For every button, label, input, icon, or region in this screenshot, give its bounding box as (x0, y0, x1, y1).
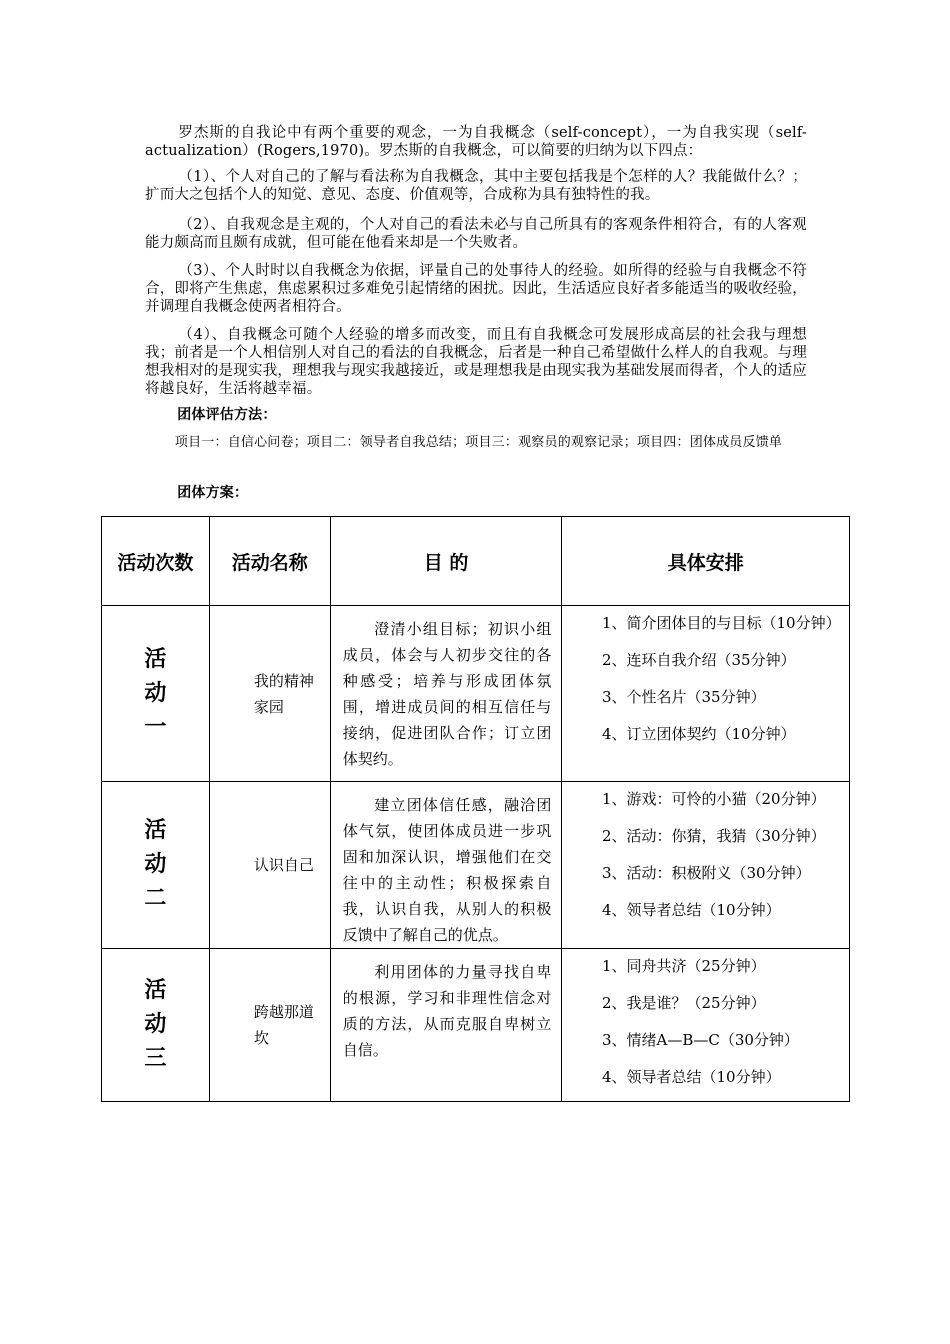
purpose-text: 利用团体的力量寻找自卑的根源，学习和非理性信念对质的方法，从而克服自卑树立自信。 (342, 963, 552, 1059)
purpose-cell (330, 782, 562, 949)
evaluation-body (145, 434, 807, 452)
plan-table (101, 516, 850, 1102)
purpose-text: 澄清小组目标；初识小组成员，体会与人初步交往的各种感受；培养与形成团体氛围，增进成员间的相互信任与接纳，促进团队合作；订立团体契约。 (342, 620, 552, 768)
arrangement-item: 1、游戏：可怜的小猫（20分钟） (601, 790, 826, 808)
paragraph-point-4: （4）、自我概念可随个人经验的增多而改变，而且有自我概念可发展形成高层的社会我与理想我；前者是一个人相信别人对自己的看法的自我概念，后者是一种自己希望做什么样人的自我观。与理想我相对的是现实我，理想我与现实我越接近，或是理想我是由现实我为基础发展而得者，个人的适应将越良好，生活将越幸福。 (145, 327, 807, 397)
paragraph-point-3: （3）、个人时时以自我概念为依据，评量自己的处事待人的经验。如所得的经验与自我概念不符合，即将产生焦虑，焦虑累积过多难免引起情绪的困扰。因此，生活适应良好者多能适当的吸收经验，并调理自我概念使两者相符合。 (145, 263, 807, 315)
activity-name-cell (209, 606, 330, 782)
header-arrangement: 具体安排 (562, 517, 850, 606)
arrangement-item: 2、连环自我介绍（35分钟） (601, 651, 796, 669)
arrangement-item: 2、活动：你猜，我猜（30分钟） (601, 827, 826, 845)
activity-number-cell (102, 606, 210, 782)
arrangement-item: 3、情绪A—B—C（30分钟） (601, 1031, 799, 1049)
paragraph-point-2: （2）、自我观念是主观的，个人对自己的看法未必与自己所具有的客观条件相符合，有的人客观能力颇高而且颇有成就，但可能在他看来却是一个失败者。 (145, 217, 807, 251)
plan-section (145, 484, 807, 502)
arrangement-item: 3、活动：积极附义（30分钟） (601, 864, 811, 882)
point-1 (145, 168, 807, 204)
arrangement-item: 4、领导者总结（10分钟） (601, 901, 781, 919)
purpose-cell (330, 606, 562, 782)
header-activity-name: 活动名称 (209, 517, 330, 606)
evaluation-heading: 团体评估方法： (177, 407, 277, 423)
point-3 (145, 262, 807, 316)
plan-heading: 团体方案： (177, 485, 249, 501)
activity-number: 活动三 (144, 978, 167, 1071)
arrangement-item: 1、同舟共济（25分钟） (601, 957, 766, 975)
header-purpose: 目 的 (330, 517, 562, 606)
table-row (102, 949, 850, 1102)
arrangement-item: 4、领导者总结（10分钟） (601, 1068, 781, 1086)
activity-name: 跨越那道坎 (253, 1003, 314, 1047)
purpose-text: 建立团体信任感，融洽团体气氛，使团体成员进一步巩固和加深认识，增强他们在交往中的主动性；积极探索自我，认识自我，从别人的积极反馈中了解自己的优点。 (342, 796, 552, 944)
paragraph-point-1: （1）、个人对自己的了解与看法称为自我概念，其中主要包括我是个怎样的人？我能做什么？；扩而大之包括个人的知觉、意见、态度、价值观等，合成称为具有独特性的我。 (145, 169, 807, 203)
purpose-cell (330, 949, 562, 1102)
activity-number-cell (102, 949, 210, 1102)
activity-name: 认识自己 (253, 856, 314, 874)
arrangement-cell (562, 949, 850, 1102)
activity-number: 活动一 (144, 646, 167, 740)
table-header-row (102, 517, 850, 606)
intro-paragraph (145, 124, 807, 160)
arrangement-cell (562, 606, 850, 782)
activity-number-cell (102, 782, 210, 949)
arrangement-cell (562, 782, 850, 949)
activity-name-cell (209, 949, 330, 1102)
activity-name-cell (209, 782, 330, 949)
arrangement-item: 2、我是谁？（25分钟） (601, 994, 766, 1012)
point-4 (145, 326, 807, 398)
arrangement-item: 4、订立团体契约（10分钟） (601, 725, 796, 743)
activity-number: 活动二 (144, 818, 167, 911)
table-row (102, 606, 850, 782)
arrangement-item: 3、个性名片（35分钟） (601, 688, 766, 706)
table-row (102, 782, 850, 949)
paragraph-rogers-intro: 罗杰斯的自我论中有两个重要的观念，一为自我概念（self-concept），一为自我实现（self-actualization）(Rogers,1970)。罗杰斯的自我概念，可以简要的归纳为以下四点： (145, 125, 807, 159)
point-2 (145, 216, 807, 252)
activity-name: 我的精神家园 (253, 671, 314, 716)
arrangement-item: 1、简介团体目的与目标（10分钟） (601, 614, 841, 632)
evaluation-section (145, 406, 807, 424)
evaluation-text: 项目一：自信心问卷；项目二：领导者自我总结；项目三：观察员的观察记录；项目四：团体成员反馈单 (174, 435, 783, 450)
header-activity-number: 活动次数 (102, 517, 210, 606)
